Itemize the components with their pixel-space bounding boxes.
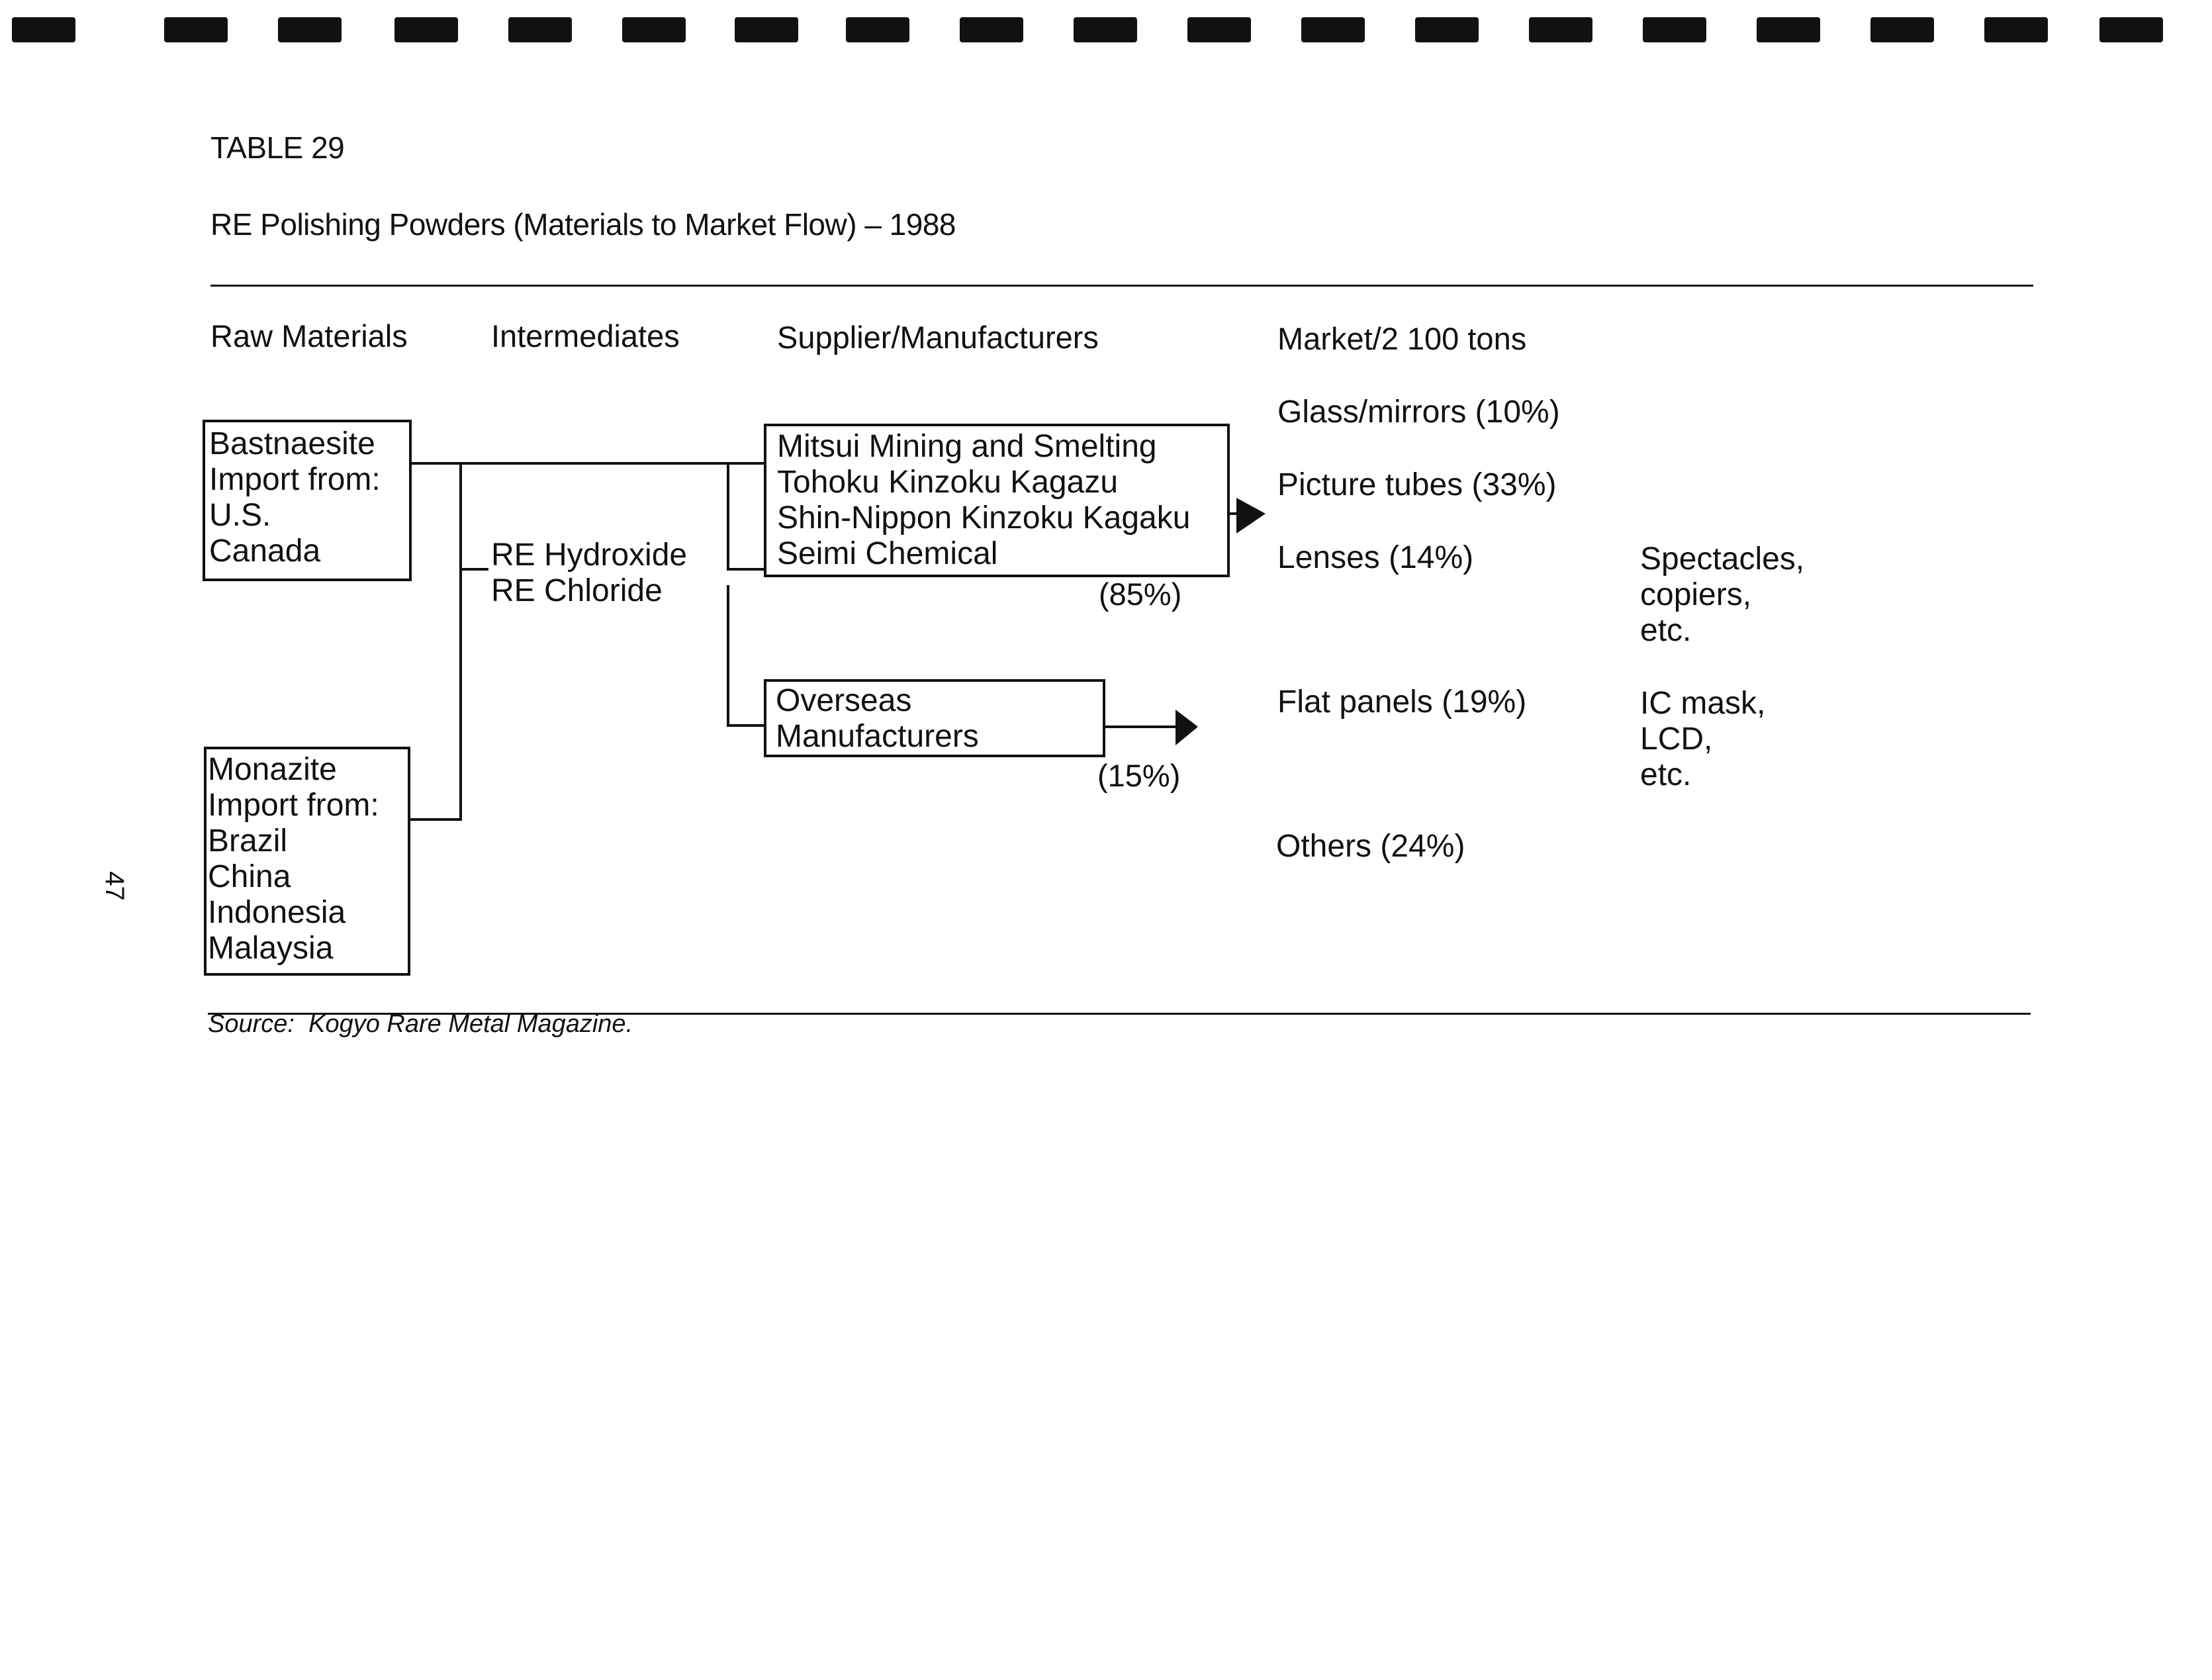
table-label: TABLE 29 bbox=[210, 130, 345, 165]
monazite-line: Malaysia bbox=[208, 931, 334, 966]
overseas-manufacturers-box bbox=[764, 679, 1105, 757]
use-item: etc. bbox=[1640, 613, 1692, 648]
overseas-line: Manufacturers bbox=[776, 719, 979, 754]
page-title: RE Polishing Powders (Materials to Market Flow) – 1988 bbox=[210, 207, 956, 242]
header-intermediates: Intermediates bbox=[491, 318, 680, 353]
market-glass-mirrors: Glass/mirrors (10%) bbox=[1277, 395, 1560, 430]
domestic-arrow-icon bbox=[1236, 498, 1266, 534]
market-lenses: Lenses (14%) bbox=[1277, 540, 1474, 575]
bastnaesite-line: Bastnaesite bbox=[209, 426, 375, 461]
domestic-share-label: (85%) bbox=[1099, 577, 1182, 612]
bastnaesite-line: Import from: bbox=[209, 462, 381, 497]
supplier-name: Tohoku Kinzoku Kagazu bbox=[777, 465, 1119, 500]
use-item: Spectacles, bbox=[1640, 541, 1805, 577]
supplier-name: Seimi Chemical bbox=[777, 536, 998, 571]
monazite-line: Indonesia bbox=[208, 895, 346, 930]
market-others: Others (24%) bbox=[1276, 829, 1465, 864]
monazite-line: Import from: bbox=[208, 788, 379, 823]
use-item: IC mask, bbox=[1640, 686, 1766, 721]
bastnaesite-line: U.S. bbox=[209, 498, 271, 533]
intermediate-re-hydroxide: RE Hydroxide bbox=[491, 537, 688, 573]
supplier-lower-branch bbox=[728, 585, 764, 725]
header-market: Market/2 100 tons bbox=[1277, 321, 1527, 356]
monazite-box bbox=[204, 747, 410, 976]
monazite-line: Monazite bbox=[208, 752, 337, 787]
use-item: etc. bbox=[1640, 757, 1692, 792]
intermediate-re-chloride: RE Chloride bbox=[491, 573, 663, 608]
market-flat-panels: Flat panels (19%) bbox=[1277, 684, 1527, 720]
monazite-connector bbox=[410, 463, 461, 819]
page-number: 47 bbox=[99, 871, 129, 901]
supplier-name: Mitsui Mining and Smelting bbox=[777, 429, 1157, 464]
flat-panels-uses-list bbox=[1640, 686, 1765, 793]
lenses-uses-list bbox=[1640, 541, 1804, 649]
domestic-suppliers-box bbox=[764, 424, 1230, 577]
overseas-share-label: (15%) bbox=[1097, 758, 1181, 793]
use-item: LCD, bbox=[1640, 722, 1713, 757]
source-text: Kogyo Rare Metal Magazine. bbox=[308, 1010, 633, 1038]
supplier-name: Shin-Nippon Kinzoku Kagaku bbox=[777, 500, 1191, 536]
header-suppliers: Supplier/Manufacturers bbox=[777, 320, 1099, 355]
header-raw-materials: Raw Materials bbox=[210, 318, 408, 353]
source-note bbox=[208, 1010, 633, 1039]
use-item: copiers, bbox=[1640, 577, 1752, 612]
market-picture-tubes: Picture tubes (33%) bbox=[1277, 467, 1557, 502]
overseas-arrow-icon bbox=[1175, 710, 1198, 745]
bastnaesite-line: Canada bbox=[209, 534, 321, 569]
overseas-line: Overseas bbox=[776, 683, 912, 718]
supplier-upper-branch bbox=[728, 463, 764, 569]
monazite-line: China bbox=[208, 859, 291, 894]
monazite-line: Brazil bbox=[208, 823, 288, 859]
source-label: Source: bbox=[208, 1010, 295, 1038]
bastnaesite-box bbox=[203, 420, 412, 581]
